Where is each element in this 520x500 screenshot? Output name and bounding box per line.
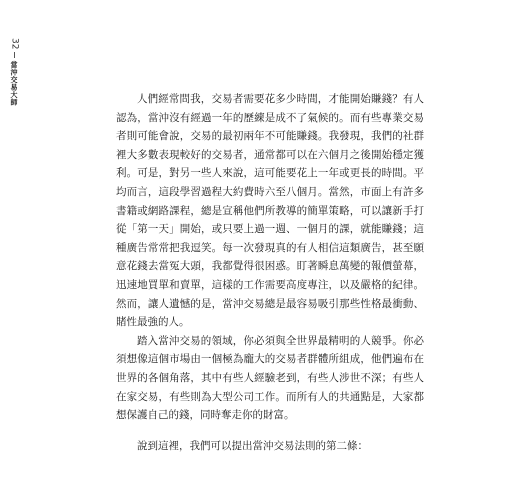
paragraph-3: 說到這裡，我們可以提出當沖交易法則的第二條： [137,439,368,452]
book-title: 當沖交易大師 [10,61,18,107]
body-text [116,90,424,455]
page-number: 32 [9,38,20,50]
paragraph-1: 人們經常問我，交易者需要花多少時間，才能開始賺錢？有人認為，當沖沒有經過一年的歷練是成不了氣候的。而有些專業交易者則可能會說，交易的最初兩年不可能賺錢。我發現，我們的社群裡大多數表現較好的交易者，通常都可以在六個月之後開始穩定獲利。可是，對另一些人來說，這可能要花上一年或更長的時間。平均而言，這段學習過程大約費時六至八個月。當然，市面上有許多書籍或網路課程，總是宣稱他們所教導的簡單策略，可以讓新手打從「第一天」開始，或只要上過一週、一個月的課，就能賺錢；這種廣告常常把我逗笑。每一次發現真的有人相信這類廣告，甚至願意花錢去當冤大頭，我都覺得很困惑。盯著瞬息萬變的報價螢幕，迅速地買單和賣單，這樣的工作需要高度專注，以及嚴格的紀律。然而，讓人遺憾的是，當沖交易總是最容易吸引那些性格最衝動、賭性最強的人。 [116,93,424,329]
header-divider [14,52,15,58]
running-header [8,38,20,106]
paragraph-2: 踏入當沖交易的領域，你必須與全世界最精明的人競爭。你必須想像這個市場由一個極為龐大的交易者群體所組成，他們遍布在世界的各個角落，其中有些人經驗老到，有些人涉世不深；有些人在家交易，有些則為大型公司工作。而所有人的共通點是，大家都想保護自己的錢，同時奪走你的財富。 [116,334,424,422]
